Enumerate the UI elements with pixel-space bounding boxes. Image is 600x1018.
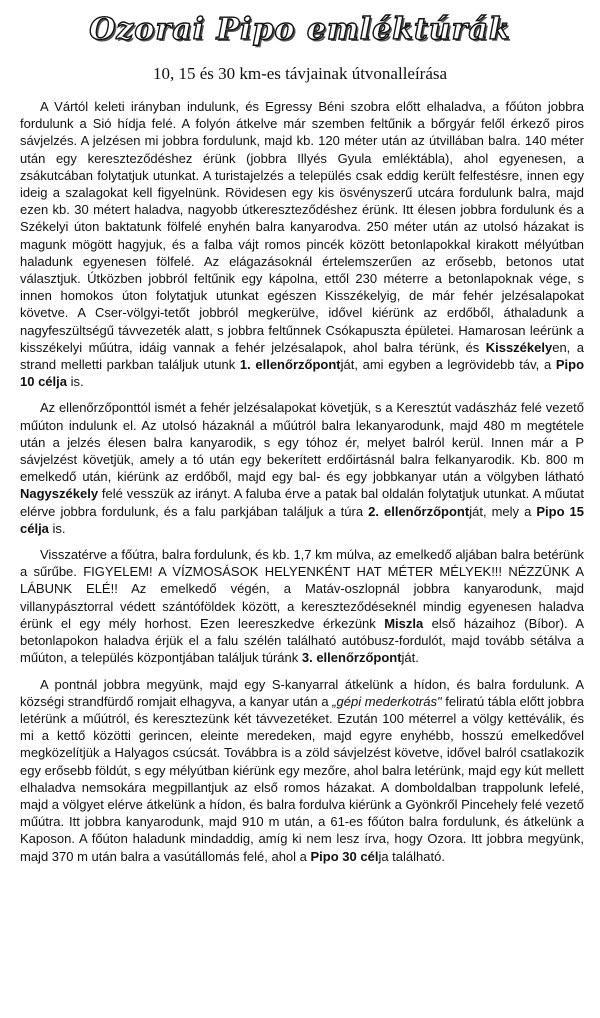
paragraph-3 (20, 546, 584, 666)
text-run: is. (48, 520, 66, 536)
highlight-text: Pipo 10 célja (20, 357, 585, 390)
text-run: feliratú tábla előtt jobbra letérünk a műútról, és keresztezünk két távvezetéket. Ezután 100 méterrel a völgy kettéválik, és mi a kettő közötti gerincen, eleinte meredeken, majd egyre enyhébb, hosszú emelkedővel megközelítjük a Halyagos csúcsát. Továbbra is a zöld sávjelzést követve, idővel balról csatlakozik egy erősebb földút, s egy mélyútban kiérünk egy mezőre, ahol balra letérünk, majd egy kút mellett elhaladva nemsokára megpillantjuk az első romos házakat. A domboldalban trappolunk lefelé, majd a völgyet elérve átkelünk a hídon, és balra fordulva kiérünk a Gyönkről Pincehely felé vezető műútra. Itt jobbra kanyarodunk, majd 910 m után, a 61-es főúton balra fordulunk, és átkelünk a Kaposon. A főúton haladunk mindaddig, amíg ki nem lesz írva, hogy Ozora. Itt jobbra megyünk, majd 370 m után balra a vasútállomás felé, ahol a (20, 693, 584, 864)
italic-text: „gépi mederkotrás" (332, 693, 442, 709)
text-run: ját, mely a (469, 503, 537, 519)
highlight-text: 1. ellenőrzőpont (239, 357, 341, 373)
text-run: ja található. (378, 848, 445, 864)
paragraph-4 (20, 676, 584, 865)
text-run: A pontnál jobbra megyünk, majd egy S-kanyarral átkelünk a hídon, és balra fordulunk. A községi strandfürdő romjait elhagyva, a kanyar után a (20, 676, 584, 709)
highlight-text: Kisszékely (485, 339, 553, 355)
highlight-text: Pipo 15 célja (20, 503, 585, 536)
highlight-text: 3. ellenőrzőpont (301, 650, 402, 666)
paragraph-2 (20, 399, 584, 537)
highlight-text: Pipo 30 cél (310, 848, 379, 864)
text-run: is. (67, 374, 84, 390)
route-description (20, 98, 584, 874)
highlight-text: Miszla (384, 615, 424, 631)
highlight-text: 2. ellenőrzőpont (368, 503, 470, 519)
text-run: Az ellenőrzőponttól ismét a fehér jelzésalapokat követjük, s a Keresztút vadászház felé vezető műúton indulunk el. Az utolsó házaknál a műútról balra lekanyarodunk, majd 480 m megtétele után a jelzés élesen balra kanyarodik, s egy tóhoz ér, melyet balról kerül. Innen már a P sávjelzést követjük, amely a tó után egy bekerített erdőirtásnál balra felkanyarodik. Kb. 800 m emelkedő után, kiérünk az erdőből, majd egy bal- és egy jobbkanyar után a völgyben látható (20, 400, 584, 485)
text-run: en, a strand melletti parkban találjuk utunk (20, 339, 584, 373)
page-title: Ozorai Pipo emléktúrák (89, 12, 511, 47)
page-subtitle: 10, 15 és 30 km-es távjainak útvonalleírása (152, 64, 448, 83)
highlight-text: Nagyszékely (20, 486, 99, 502)
text-run: ját, ami egyben a legrövidebb táv, a (340, 357, 556, 373)
text-run: felé vesszük az irányt. A faluba érve a patak bal oldalán folytatjuk utunkat. A műutat elérve jobbra fordulunk, és a falu parkjában találjuk a túra (20, 486, 584, 519)
paragraph-1 (20, 98, 584, 390)
text-run: Visszatérve a főútra, balra fordulunk, és kb. 1,7 km múlva, az emelkedő aljában balra betérünk a sűrűbe. FIGYELEM! A VÍZMOSÁSOK HELYENKÉNT HAT MÉTER MÉLYEK!!! NÉZZÜNK A LÁBUNK ELÉ!! Az emelkedő végén, a Matáv-oszlopnál jobbra kanyarodunk, majd villanypásztorral védett szántóföldek között, a kereszteződéseknél mindig egyenesen haladva érünk el egy mély horhost. Ezen leereszkedve érkezünk (20, 547, 584, 631)
text-run: ját. (401, 650, 419, 666)
text-run: A Vártól keleti irányban indulunk, és Egressy Béni szobra előtt elhaladva, a főúton jobbra fordulunk a Sió hídja felé. A folyón átkelve már szemben feltűnik a bőrgyár felől érkező piros sávjelzés. A jelzésen mi jobbra fordulunk, majd kb. 120 méter után az útvillában balra. 140 méter után egy kereszteződéshez érünk (jobbra Illyés Gyula emléktábla), ahol egyenesen, a zsákutcában folytatjuk utunkat. A turistajelzés a település csak eddig került felfestésre, innen egy ideig a szalagokat kell figyelnünk. Rövidesen egy kis ösvényszerű utcára fordulunk balra, majd ezen kb. 30 métert haladva, nagyobb útkereszteződéshez érünk. Itt élesen jobbra fordulunk és a Székelyi úton baktatunk fölfelé enyhén balra kanyarodva. 250 méter után az utolsó házakat is magunk mögött hagyjuk, és a falba vájt romos pincék között betonlapokkal kirakott mélyútban haladunk egyenesen fölfelé. Az elágazásoknál értelemszerűen az erősebb, betonos utat választjuk. Útközben jobbról feltűnik egy kápolna, ettől 230 méterre a betonlapoknak vége, s innen homokos úton folytatjuk utunkat egészen Kisszékelyig, de már fehér jelzésalapokat követve. A Cser-völgyi-tetőt jobbról megkerülve, idővel kiérünk az erdőből, áthaladunk a nagyfeszültségű távvezeték alatt, s jobbra feltűnnek Csókapuszta épületei. Hamarosan leérünk a kisszékelyi műútra, idáig vannak a fehér jelzésalapok, ahol balra térünk, és (20, 99, 584, 355)
text-run: első házaihoz (Bíbor). A betonlapokon haladva érjük el a falu szélén található autóbusz-fordulót, majd tovább sétálva a műúton, a település központjában találjuk túránk (20, 615, 584, 666)
